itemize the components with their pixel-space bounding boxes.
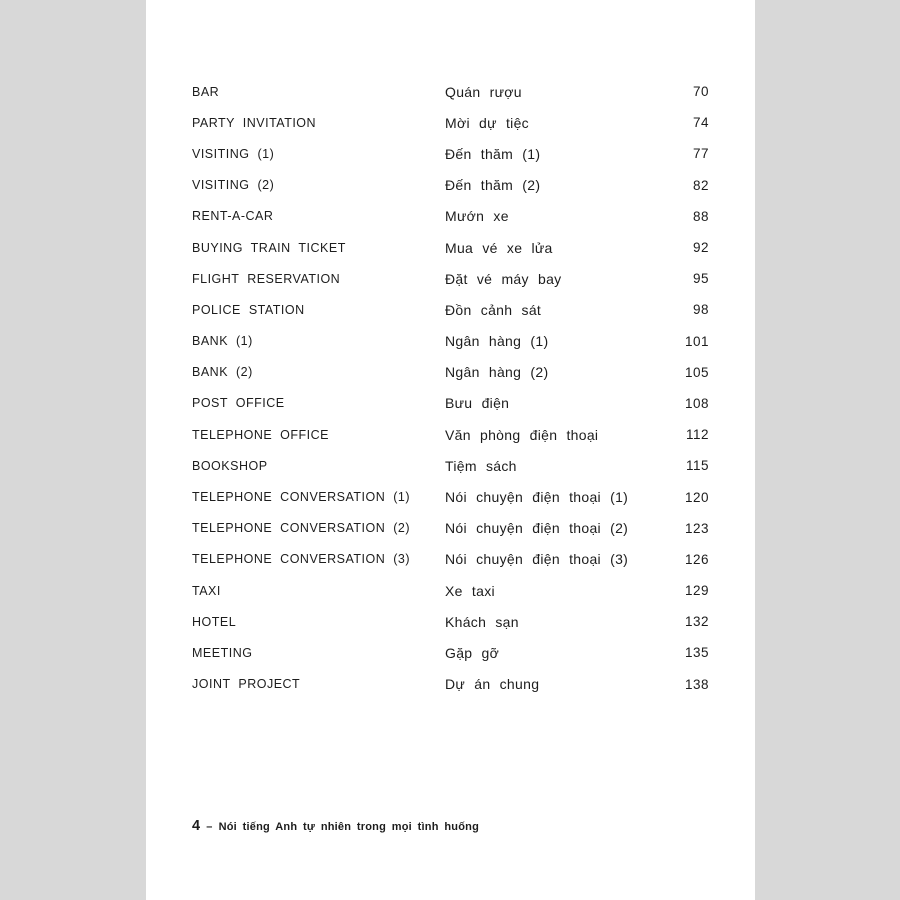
toc-entry-title-vi: Mướn xe — [445, 208, 509, 225]
toc-row — [192, 76, 709, 107]
toc-entry-title-en: TAXI — [192, 583, 221, 598]
toc-entry-title-en: TELEPHONE CONVERSATION (1) — [192, 490, 411, 505]
toc-row — [192, 450, 709, 481]
toc-entry-title-vi: Mua vé xe lửa — [445, 239, 553, 256]
toc-entry-title-vi: Đến thăm (2) — [445, 177, 541, 194]
toc-entry-title-vi: Gặp gỡ — [445, 644, 500, 661]
toc-entry-title-vi: Nói chuyện điện thoại (3) — [445, 551, 629, 568]
toc-entry-title-vi: Xe taxi — [445, 582, 495, 599]
toc-row — [192, 388, 709, 419]
toc-entry-title-en: BUYING TRAIN TICKET — [192, 240, 346, 255]
toc-entry-page-number: 98 — [692, 302, 709, 318]
toc-entry-title-en: MEETING — [192, 645, 253, 660]
toc-row — [192, 575, 709, 606]
toc-entry-title-en: BANK (2) — [192, 365, 253, 380]
footer-separator: – — [206, 821, 213, 833]
toc-entry-page-number: 123 — [684, 520, 709, 536]
toc-entry-page-number: 101 — [684, 333, 709, 349]
toc-entry-title-vi: Mời dự tiệc — [445, 114, 529, 131]
toc-entry-title-en: HOTEL — [192, 614, 237, 629]
toc-row — [192, 637, 709, 668]
toc-entry-title-vi: Đặt vé máy bay — [445, 270, 562, 287]
toc-entry-page-number: 115 — [685, 458, 709, 474]
toc-entry-title-vi: Khách sạn — [445, 613, 519, 630]
toc-entry-title-vi: Bưu điện — [445, 395, 510, 412]
toc-row — [192, 419, 709, 450]
toc-entry-page-number: 120 — [684, 489, 709, 505]
toc-entry-page-number: 105 — [684, 364, 709, 380]
toc-entry-title-en: TELEPHONE CONVERSATION (3) — [192, 552, 411, 567]
toc-entry-title-vi: Dự án chung — [445, 676, 540, 693]
toc-row — [192, 669, 709, 700]
toc-entry-title-vi: Nói chuyện điện thoại (1) — [445, 489, 629, 506]
toc-row — [192, 606, 709, 637]
toc-entry-title-vi: Nói chuyện điện thoại (2) — [445, 520, 629, 537]
toc-entry-page-number: 70 — [692, 84, 709, 100]
toc-entry-page-number: 135 — [684, 645, 709, 661]
toc-row — [192, 544, 709, 575]
toc-entry-title-en: TELEPHONE CONVERSATION (2) — [192, 521, 411, 536]
toc-entry-page-number: 74 — [692, 115, 709, 131]
toc-entry-page-number: 138 — [684, 676, 709, 692]
toc-entry-title-en: BAR — [192, 84, 220, 99]
toc-entry-title-vi: Ngân hàng (1) — [445, 333, 549, 350]
toc-entry-page-number: 95 — [692, 271, 709, 287]
toc-row — [192, 513, 709, 544]
toc-entry-title-en: VISITING (1) — [192, 146, 275, 161]
toc-entry-title-en: POST OFFICE — [192, 396, 285, 411]
toc-entry-page-number: 77 — [692, 146, 709, 162]
toc-entry-page-number: 126 — [684, 551, 709, 567]
toc-row — [192, 201, 709, 232]
toc-row — [192, 481, 709, 512]
toc-entry-title-vi: Quán rượu — [445, 83, 522, 100]
toc-entry-title-en: JOINT PROJECT — [192, 677, 301, 692]
toc-entry-title-en: PARTY INVITATION — [192, 115, 317, 130]
toc-row — [192, 170, 709, 201]
toc-row — [192, 294, 709, 325]
toc-entry-title-en: BOOKSHOP — [192, 458, 268, 473]
toc-row — [192, 263, 709, 294]
book-page — [146, 0, 755, 900]
table-of-contents — [192, 76, 709, 700]
toc-entry-title-en: POLICE STATION — [192, 302, 305, 317]
page-footer — [192, 818, 479, 834]
toc-entry-page-number: 129 — [684, 583, 709, 599]
toc-row — [192, 326, 709, 357]
toc-entry-title-vi: Đồn cảnh sát — [445, 301, 542, 318]
toc-entry-page-number: 108 — [684, 395, 709, 411]
toc-row — [192, 357, 709, 388]
toc-entry-title-vi: Văn phòng điện thoại — [445, 426, 599, 443]
toc-row — [192, 232, 709, 263]
toc-entry-title-vi: Đến thăm (1) — [445, 145, 541, 162]
toc-entry-title-en: BANK (1) — [192, 334, 253, 349]
toc-entry-title-en: VISITING (2) — [192, 178, 275, 193]
toc-entry-title-en: FLIGHT RESERVATION — [192, 271, 341, 286]
toc-entry-title-en: TELEPHONE OFFICE — [192, 427, 330, 442]
footer-book-title: Nói tiếng Anh tự nhiên trong mọi tình huống — [218, 821, 479, 833]
toc-entry-page-number: 112 — [685, 427, 709, 443]
toc-entry-page-number: 82 — [692, 177, 709, 193]
toc-row — [192, 107, 709, 138]
toc-entry-title-en: RENT-A-CAR — [192, 209, 274, 224]
toc-entry-title-vi: Ngân hàng (2) — [445, 364, 549, 381]
toc-row — [192, 138, 709, 169]
toc-entry-page-number: 88 — [692, 208, 709, 224]
toc-entry-page-number: 92 — [692, 240, 709, 256]
toc-entry-title-vi: Tiệm sách — [445, 457, 517, 474]
toc-entry-page-number: 132 — [684, 614, 709, 630]
footer-page-number: 4 — [192, 818, 201, 834]
